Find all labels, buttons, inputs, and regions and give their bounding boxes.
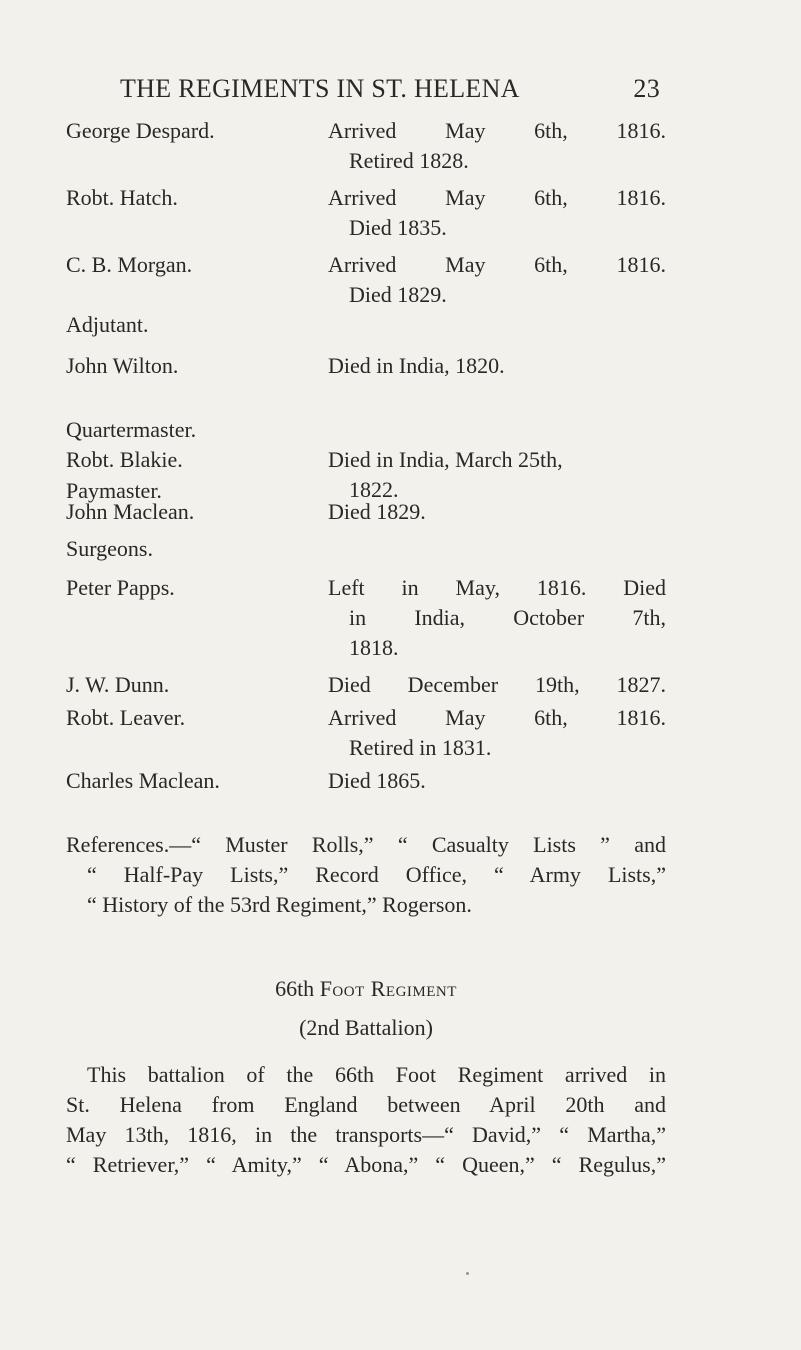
officer-name: Charles Maclean. [66, 768, 220, 793]
heading-number: 66th [275, 976, 315, 1001]
officer-name: John Maclean. [66, 499, 195, 524]
subheading-text: (2nd Battalion) [299, 1015, 433, 1040]
officer-note [328, 766, 666, 796]
note-line: Retired 1828. [349, 148, 469, 173]
note-line: Died December 19th, 1827. [328, 672, 666, 697]
officer-name: J. W. Dunn. [66, 672, 170, 697]
note-line: Arrived May 6th, 1816. [328, 185, 666, 210]
officer-name: Robt. Blakie. [66, 447, 183, 472]
officer-name: Robt. Leaver. [66, 705, 186, 730]
note-line: in India, October 7th, [349, 605, 666, 630]
page-number: 23 [633, 74, 660, 103]
references-line: “ Half-Pay Lists,” Record Office, “ Army Lists,” [87, 862, 666, 887]
running-title: THE REGIMENTS IN ST. HELENA [120, 74, 520, 103]
body-line: May 13th, 1816, in the transports—“ David,” “ Martha,” [66, 1122, 666, 1147]
officer-note [328, 445, 666, 505]
paper-speck [466, 1272, 469, 1275]
officer-name: George Despard. [66, 118, 215, 143]
body-line: This battalion of the 66th Foot Regiment arrived in [87, 1062, 666, 1087]
officer-note [328, 573, 666, 663]
body-line: St. Helena from England between April 20th and [66, 1092, 666, 1117]
references-line: References.—“ Muster Rolls,” “ Casualty Lists ” and [66, 832, 666, 857]
note-line: Retired in 1831. [349, 735, 492, 760]
surgeons-label: Surgeons. [66, 536, 153, 561]
note-line: Died in India, March 25th, [328, 447, 563, 472]
officer-note [328, 351, 666, 381]
officer-name: Peter Papps. [66, 575, 175, 600]
officer-name: Robt. Hatch. [66, 185, 178, 210]
note-line: Died in India, 1820. [328, 353, 505, 378]
note-line: Died 1835. [349, 215, 447, 240]
note-line: Died 1829. [328, 499, 426, 524]
note-line: 1818. [349, 635, 399, 660]
note-line: Arrived May 6th, 1816. [328, 252, 666, 277]
body-line: “ Retriever,” “ Amity,” “ Abona,” “ Queen,” “ Regulus,” [66, 1152, 666, 1177]
officer-note [328, 183, 666, 243]
officer-note [328, 703, 666, 763]
note-line: Arrived May 6th, 1816. [328, 118, 666, 143]
note-line: Died 1829. [349, 282, 447, 307]
officer-note [328, 116, 666, 176]
note-line: Arrived May 6th, 1816. [328, 705, 666, 730]
officer-note [328, 250, 666, 310]
references-line: “ History of the 53rd Regiment,” Rogerson. [87, 892, 472, 917]
note-line: Died 1865. [328, 768, 426, 793]
section-subheading [66, 1013, 666, 1043]
adjutant-label: Adjutant. [66, 312, 149, 337]
officer-name: C. B. Morgan. [66, 252, 193, 277]
note-line: 1822. [349, 477, 399, 502]
heading-text: Foot Regiment [319, 976, 457, 1001]
paymaster-label: Paymaster. [66, 478, 162, 503]
references-paragraph [66, 830, 666, 920]
quartermaster-label: Quartermaster. [66, 417, 197, 442]
officer-note [328, 670, 666, 700]
body-paragraph [66, 1060, 666, 1180]
section-heading [66, 974, 666, 1004]
officer-name: John Wilton. [66, 353, 179, 378]
officer-note [328, 497, 666, 527]
note-line: Left in May, 1816. Died [328, 575, 666, 600]
